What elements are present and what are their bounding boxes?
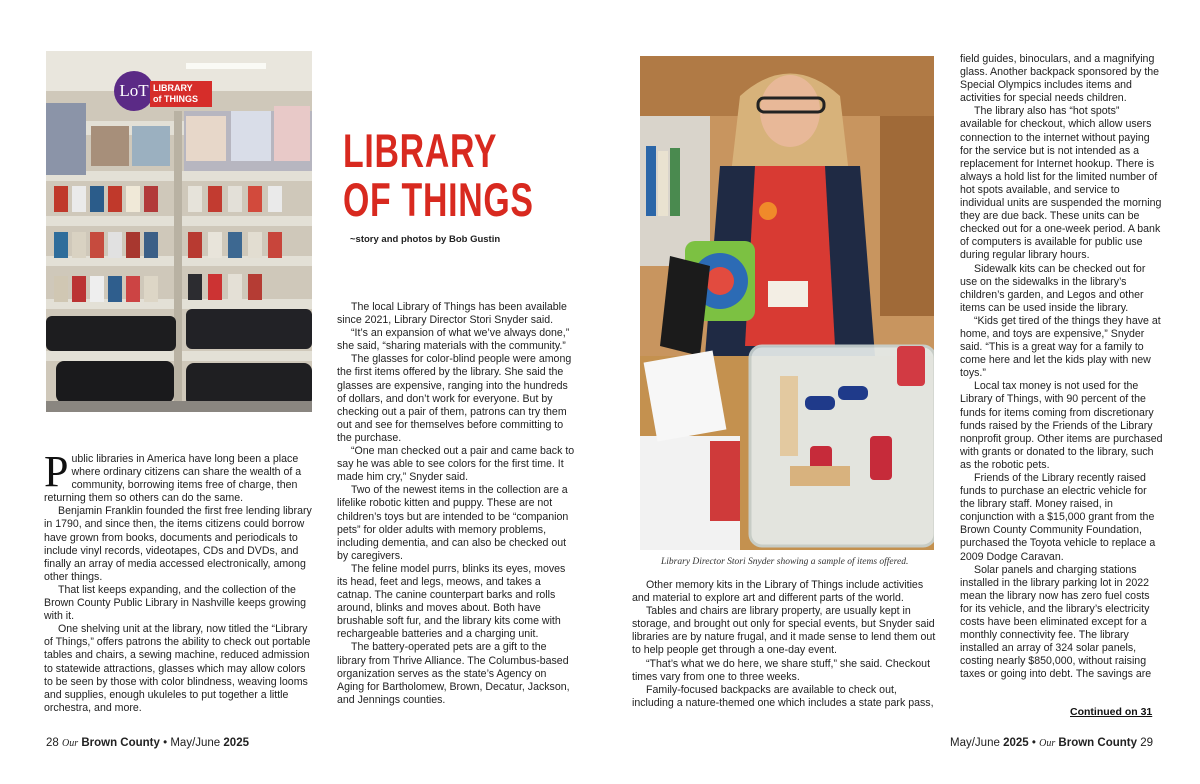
paragraph: “One man checked out a pair and came back to say he was able to see colors for the first time. It made him cry,” Snyder said.	[337, 445, 575, 484]
issue-year: 2025	[1003, 737, 1029, 749]
lot-sign-line1: LIBRARY	[153, 83, 193, 93]
column-1	[44, 447, 312, 715]
right-footer	[950, 737, 1153, 749]
paragraph: “That’s what we do here, we share stuff,” she said. Checkout times vary from one to three weeks.	[632, 657, 931, 683]
paragraph: Solar panels and charging stations installed in the library parking lot in 2022 mean the library now has zero fuel costs for its vehicle, and the library’s electricity costs have been eliminated except for a monthly connectivity fee. The library installed an array of 324 solar panels, costing nearly $850,000, without raising taxes or going into debt. The savings are	[960, 563, 1152, 681]
issue: May/June	[170, 737, 221, 749]
paragraph: Friends of the Library recently raised funds to purchase an electric vehicle for the library staff. Money raised, in conjunction with a $15,000 grant from the Brown County Community Foundation, purchased the Toyota vehicle to replace a 2009 Dodge Caravan.	[960, 472, 1156, 563]
paragraph: One shelving unit at the library, now titled the “Library of Things,” offers patrons the ability to check out portable tables and chairs, a sewing machine, reduced admission to statewide attractions, glasses which may allow colors to be seen by those with color blindness, weaving looms and supplies, enough ukuleles to put together a little orchestra, and more.	[44, 623, 311, 714]
page-number: 29	[1140, 737, 1153, 749]
library-shelves-photo	[46, 51, 312, 412]
paragraph: The local Library of Things has been available since 2021, Library Director Stori Snyder said.	[337, 301, 567, 327]
photo-caption: Library Director Stori Snyder showing a sample of items offered.	[661, 557, 909, 567]
paragraph: Public libraries in America have long been a place where ordinary citizens can share the wealth of a community, borrowing items free of charge, then returning them so others can do the same.	[44, 447, 302, 505]
magazine-name: Brown County	[81, 737, 160, 749]
magazine-name: Brown County	[1058, 737, 1137, 749]
paragraph: Tables and chairs are library property, are usually kept in storage, and brought out only for special events, but Snyder said libraries are by nature frugal, and it made sense to lend them out to help people get through a one-day event.	[632, 605, 936, 657]
book-rows-right	[188, 186, 308, 306]
issue-year: 2025	[223, 737, 249, 749]
paragraph: Local tax money is not used for the Library of Things, with 90 percent of the funds for items coming from discretionary funds raised by the Friends of the Library nonprofit group. Other items are purchased with grants or donated to the library, such as the robotic pets.	[960, 380, 1163, 471]
book-rows	[54, 186, 174, 311]
paragraph: field guides, binoculars, and a magnifying glass. Another backpack sponsored by the Special Olympics includes items and activities for special needs children.	[960, 53, 1160, 105]
lot-sign-banner	[150, 81, 212, 107]
paragraph: Other memory kits in the Library of Things include activities and material to explore art and different parts of the world.	[632, 579, 924, 605]
column-3	[632, 579, 938, 710]
director-photo	[640, 56, 934, 550]
paragraph: That list keeps expanding, and the collection of the Brown County Public Library in Nashville keeps growing with it.	[44, 583, 307, 623]
column-2	[337, 301, 575, 707]
left-footer	[46, 737, 249, 749]
paragraph: The battery-operated pets are a gift to the library from Thrive Alliance. The Columbus-based organization serves as the state’s Agency on Aging for Bartholomew, Brown, Decatur, Jackson, and Jennings counties.	[337, 641, 570, 706]
paragraph: The glasses for color-blind people were among the first items offered by the library. She said the glasses are expensive, ranging into the hundreds of dollars, and don’t work for everyone. But by checking out a pair of them, patrons can try them out and see for themselves before committing to the purchase.	[337, 353, 572, 444]
issue: May/June	[950, 737, 1000, 749]
footer-separator: •	[1031, 737, 1036, 749]
drop-cap: P	[44, 447, 69, 496]
byline: ~story and photos by Bob Gustin	[350, 234, 501, 245]
column-4	[960, 53, 1163, 682]
continued-link[interactable]: Continued on 31	[1070, 706, 1153, 718]
lot-sign-line2: of THINGS	[153, 94, 198, 104]
paragraph: Two of the newest items in the collection are a lifelike robotic kitten and puppy. These are not children’s toys but are intended to be “companion pets” for older adults with memory problems, including dementia, and can also be checked out by caregivers.	[337, 484, 569, 562]
article-title	[343, 126, 534, 224]
lot-logo: LoT	[114, 71, 154, 111]
footer-separator: •	[163, 737, 168, 749]
paragraph: The library also has “hot spots” available for checkout, which allow users connection to the internet without paying for the service but is not intended as a replacement for Internet hookup. There is always a hold list for the limited number of hot spots available, and service to individual units are suspended the morning they are due back. These units can be checked out for a one-week period. A bank of computers is available for public use during regular library hours.	[960, 105, 1162, 262]
director-illustration	[640, 56, 934, 550]
paragraph: Sidewalk kits can be checked out for use on the sidewalks in the library’s children’s garden, and Legos and other items can be used inside the library.	[960, 262, 1146, 314]
paragraph: “It’s an expansion of what we’ve always done,” she said, “sharing materials with the community.”	[337, 327, 570, 353]
paragraph: Family-focused backpacks are available to check out, including a nature-themed one which includes a state park pass,	[632, 683, 934, 709]
title-line-2: OF THINGS	[343, 173, 534, 226]
paragraph: “Kids get tired of the things they have at home, and toys are expensive,” Snyder said. “This is a great way for a family to come here and let the kids play with new toys.”	[960, 314, 1161, 380]
paragraph: Benjamin Franklin founded the first free lending library in 1790, and since then, the items citizens could borrow have grown from books, documents and periodicals to include vinyl records, videotapes, CDs and DVDs, and finally an array of media accessed electronically, among other things.	[44, 505, 312, 583]
magazine-our: Our	[1039, 738, 1056, 749]
magazine-our: Our	[62, 738, 79, 749]
paragraph: The feline model purrs, blinks its eyes, moves its head, feet and legs, meows, and takes a catnap. The canine counterpart barks and rolls around, blinks and moves about. Both have brushable soft fur, and the library kits come with rechargeable batteries and a charging unit.	[337, 562, 566, 641]
title-line-1: LIBRARY	[343, 124, 498, 177]
page-number: 28	[46, 737, 59, 749]
